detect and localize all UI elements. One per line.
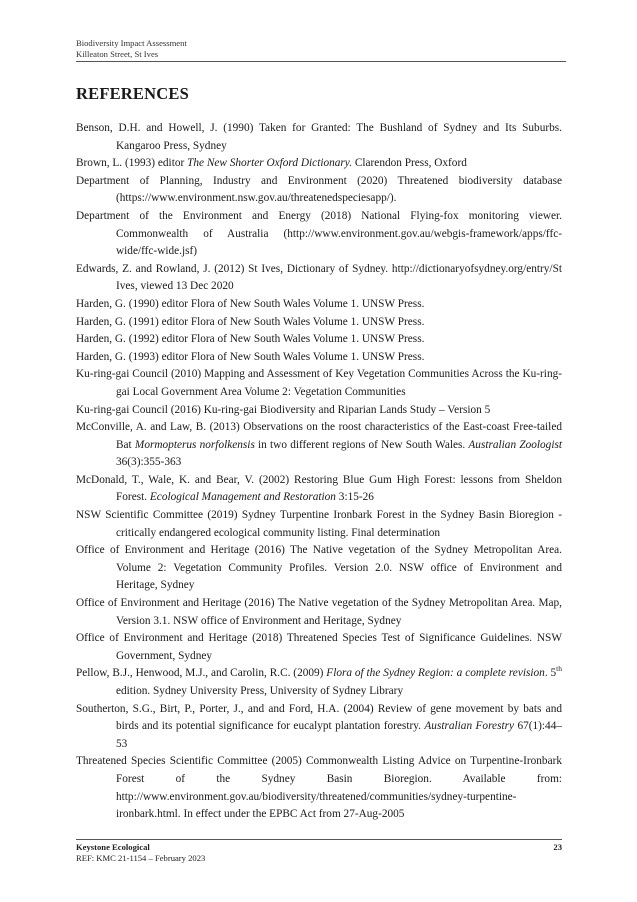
reference-entry	[76, 314, 562, 332]
reference-entry	[76, 120, 562, 155]
reference-entry	[76, 630, 562, 665]
reference-text: 36(3):355-363	[116, 456, 182, 469]
reference-text: Ku-ring-gai Council (2010) Mapping and Assessment of Key Vegetation Communities Across the Ku-ring-gai Local Government Area Volume 2: Vegetation Communities	[76, 368, 562, 398]
page-title: REFERENCES	[76, 84, 189, 103]
reference-text: Harden, G. (1992) editor Flora of New South Wales Volume 1. UNSW Press.	[76, 333, 425, 346]
header-document-title: Biodiversity Impact Assessment	[76, 38, 187, 48]
reference-text: Southerton, S.G., Birt, P., Porter, J., and and Ford, H.A. (2004) Review of gene movement by bats and birds and its potential significance for eucalypt plantation forestry.	[76, 702, 562, 733]
reference-italic-text: The New Shorter Oxford Dictionary.	[187, 157, 353, 170]
reference-text: Benson, D.H. and Howell, J. (1990) Taken for Granted: The Bushland of Sydney and Its Suburbs. Kangaroo Press, Sydney	[76, 122, 562, 152]
reference-entry	[76, 208, 562, 261]
reference-text: Office of Environment and Heritage (2016) The Native vegetation of the Sydney Metropolitan Area. Map, Version 3.1. NSW office of Environment and Heritage, Sydney	[76, 597, 562, 627]
reference-entry	[76, 366, 562, 401]
reference-italic-text: Australian Forestry	[424, 720, 515, 733]
reference-italic-text: Flora of the Sydney Region: a complete revision	[326, 667, 545, 680]
footer-divider	[76, 839, 562, 840]
reference-text: Harden, G. (1993) editor Flora of New South Wales Volume 1. UNSW Press.	[76, 350, 425, 363]
reference-entry	[76, 173, 562, 208]
reference-text: Department of the Environment and Energy (2018) National Flying-fox monitoring viewer. Commonwealth of Australia (http://www.environment.gov.au/webgis-framework/apps/ffc-wide/ffc-wide.jsf)	[76, 209, 562, 258]
reference-entry	[76, 472, 562, 507]
reference-text: Pellow, B.J., Henwood, M.J., and Carolin, R.C. (2009)	[76, 667, 327, 680]
reference-entry	[76, 419, 562, 472]
reference-text: McDonald, T., Wale, K. and Bear, V. (2002) Restoring Blue Gum High Forest: lessons from Sheldon Forest.	[76, 473, 562, 504]
footer-report-reference: REF: KMC 21-1154 – February 2023	[76, 853, 206, 863]
reference-entry	[76, 402, 562, 420]
reference-entry	[76, 665, 562, 700]
reference-text: NSW Scientific Committee (2019) Sydney Turpentine Ironbark Forest in the Sydney Basin Bioregion - critically endangered ecological community listing. Final determination	[76, 509, 562, 539]
reference-text: Threatened Species Scientific Committee (2005) Commonwealth Listing Advice on Turpentine-Ironbark Forest of the Sydney Basin Bioregion. Available from: http://www.environment.gov.au/biodiversity/threatened/communities/sydney-turpentine-ironbark.html. In effect under the EPBC Act from 27-Aug-2005	[76, 755, 562, 821]
reference-list	[76, 120, 562, 824]
reference-text: in two different regions of New South Wales.	[254, 438, 469, 451]
reference-entry	[76, 595, 562, 630]
reference-text: Office of Environment and Heritage (2016) The Native vegetation of the Sydney Metropolitan Area. Volume 2: Vegetation Community Profiles. Version 2.0. NSW office of Environment and Heritage, Sydney	[76, 544, 562, 592]
reference-text: edition. Sydney University Press, University of Sydney Library	[116, 685, 404, 697]
reference-entry	[76, 261, 562, 296]
reference-text: Harden, G. (1991) editor Flora of New South Wales Volume 1. UNSW Press.	[76, 315, 425, 328]
reference-text: Edwards, Z. and Rowland, J. (2012) St Ives, Dictionary of Sydney. http://dictionaryofsydney.org/entry/St Ives, viewed 13 Dec 2020	[76, 262, 562, 293]
header-divider	[76, 61, 566, 62]
reference-entry	[76, 296, 562, 314]
reference-text: Clarendon Press, Oxford	[352, 157, 467, 170]
reference-italic-text: Mormopterus norfolkensis	[134, 438, 255, 451]
reference-italic-text: Ecological Management and Restoration	[149, 491, 336, 504]
reference-italic-text: Australian Zoologist	[468, 438, 563, 451]
footer-company-name: Keystone Ecological	[76, 842, 150, 852]
reference-entry	[76, 542, 562, 595]
reference-text: Harden, G. (1990) editor Flora of New South Wales Volume 1. UNSW Press.	[76, 297, 425, 310]
reference-text: Office of Environment and Heritage (2018) Threatened Species Test of Significance Guidelines. NSW Government, Sydney	[76, 632, 562, 662]
reference-entry	[76, 331, 562, 349]
reference-entry	[76, 349, 562, 367]
reference-entry	[76, 155, 562, 173]
reference-text: 67(1):44–53	[116, 720, 562, 750]
reference-superscript: th	[556, 664, 562, 674]
page-number: 23	[553, 842, 562, 852]
running-header	[76, 38, 566, 60]
running-footer	[76, 842, 562, 864]
header-site-address: Killeaton Street, St Ives	[76, 49, 159, 59]
reference-text: . 5	[544, 667, 557, 680]
reference-text: Department of Planning, Industry and Environment (2020) Threatened biodiversity database (https://www.environment.nsw.gov.au/threatenedspeciesapp/).	[76, 174, 562, 205]
reference-text: Brown, L. (1993) editor	[76, 157, 188, 170]
reference-entry	[76, 701, 562, 754]
reference-text: Ku-ring-gai Council (2016) Ku-ring-gai Biodiversity and Riparian Lands Study – Version 5	[76, 403, 491, 416]
reference-entry	[76, 507, 562, 542]
reference-text: McConville, A. and Law, B. (2013) Observations on the roost characteristics of the East-coast Free-tailed Bat	[76, 421, 562, 451]
reference-entry	[76, 753, 562, 823]
reference-text: 3:15-26	[335, 491, 374, 504]
